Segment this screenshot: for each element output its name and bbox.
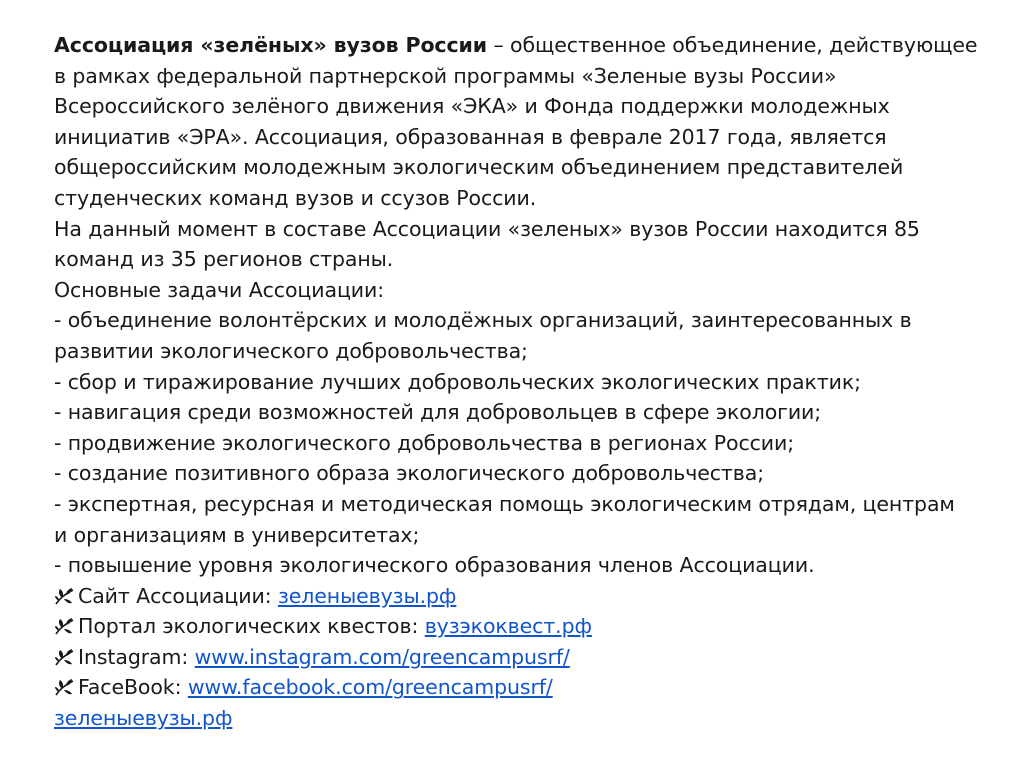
leaf-icon (54, 616, 76, 636)
task-line: - сбор и тиражирование лучших добровольческих экологических практик; (54, 369, 861, 394)
link-label: FaceBook: (78, 675, 188, 700)
task-line: - объединение волонтёрских и молодёжных организаций, заинтересованных в (54, 308, 912, 333)
task-line: - экспертная, ресурсная и методическая помощь экологическим отрядам, центрам (54, 491, 955, 516)
intro-line-5: общероссийским молодежным экологическим объединением представителей (54, 155, 904, 180)
footer-site-link[interactable]: зеленыевузы.рф (54, 706, 233, 731)
leaf-icon (54, 586, 76, 606)
link-label: Instagram: (78, 644, 195, 669)
membership-line-1: На данный момент в составе Ассоциации «зеленых» вузов России находится 85 (54, 216, 920, 241)
quest-portal-link[interactable]: вузэкоквест.рф (424, 614, 592, 639)
link-row-facebook (54, 672, 974, 703)
intro-line-4: инициатив «ЭРА». Ассоциация, образованная в феврале 2017 года, является (54, 124, 887, 149)
leaf-icon (54, 647, 76, 667)
task-line: развитии экологического добровольчества; (54, 338, 528, 363)
task-line: - продвижение экологического добровольчества в регионах России; (54, 430, 795, 455)
association-title: Ассоциация «зелёных» вузов России (54, 33, 488, 57)
slide-text-body (54, 30, 978, 734)
intro-line-6: студенческих команд вузов и ссузов России. (54, 185, 537, 210)
link-row-quest (54, 611, 974, 642)
intro-line-3: Всероссийского зелёного движения «ЭКА» и Фонда поддержки молодежных (54, 94, 890, 119)
intro-line-1 (54, 30, 978, 61)
link-row-site (54, 581, 974, 612)
task-line: - навигация среди возможностей для добровольцев в сфере экологии; (54, 400, 822, 425)
link-label: Портал экологических квестов: (78, 614, 425, 639)
instagram-link[interactable]: www.instagram.com/greencampusrf/ (194, 644, 570, 669)
link-label: Сайт Ассоциации: (78, 583, 278, 608)
site-link[interactable]: зеленыевузы.рф (277, 583, 457, 608)
task-line: - создание позитивного образа экологического добровольчества; (54, 461, 765, 486)
membership-line-2: команд из 35 регионов страны. (54, 247, 394, 272)
tasks-heading: Основные задачи Ассоциации: (54, 277, 385, 302)
facebook-link[interactable]: www.facebook.com/greencampusrf/ (187, 675, 553, 700)
leaf-icon (54, 677, 76, 697)
intro-line-1-rest: – общественное объединение, действующее (487, 33, 978, 57)
task-line: - повышение уровня экологического образования членов Ассоциации. (54, 553, 815, 578)
intro-line-2: в рамках федеральной партнерской программы «Зеленые вузы России» (54, 63, 837, 88)
task-line: и организациям в университетах; (54, 522, 420, 547)
footer-link-row (54, 703, 974, 734)
link-row-instagram (54, 642, 974, 673)
